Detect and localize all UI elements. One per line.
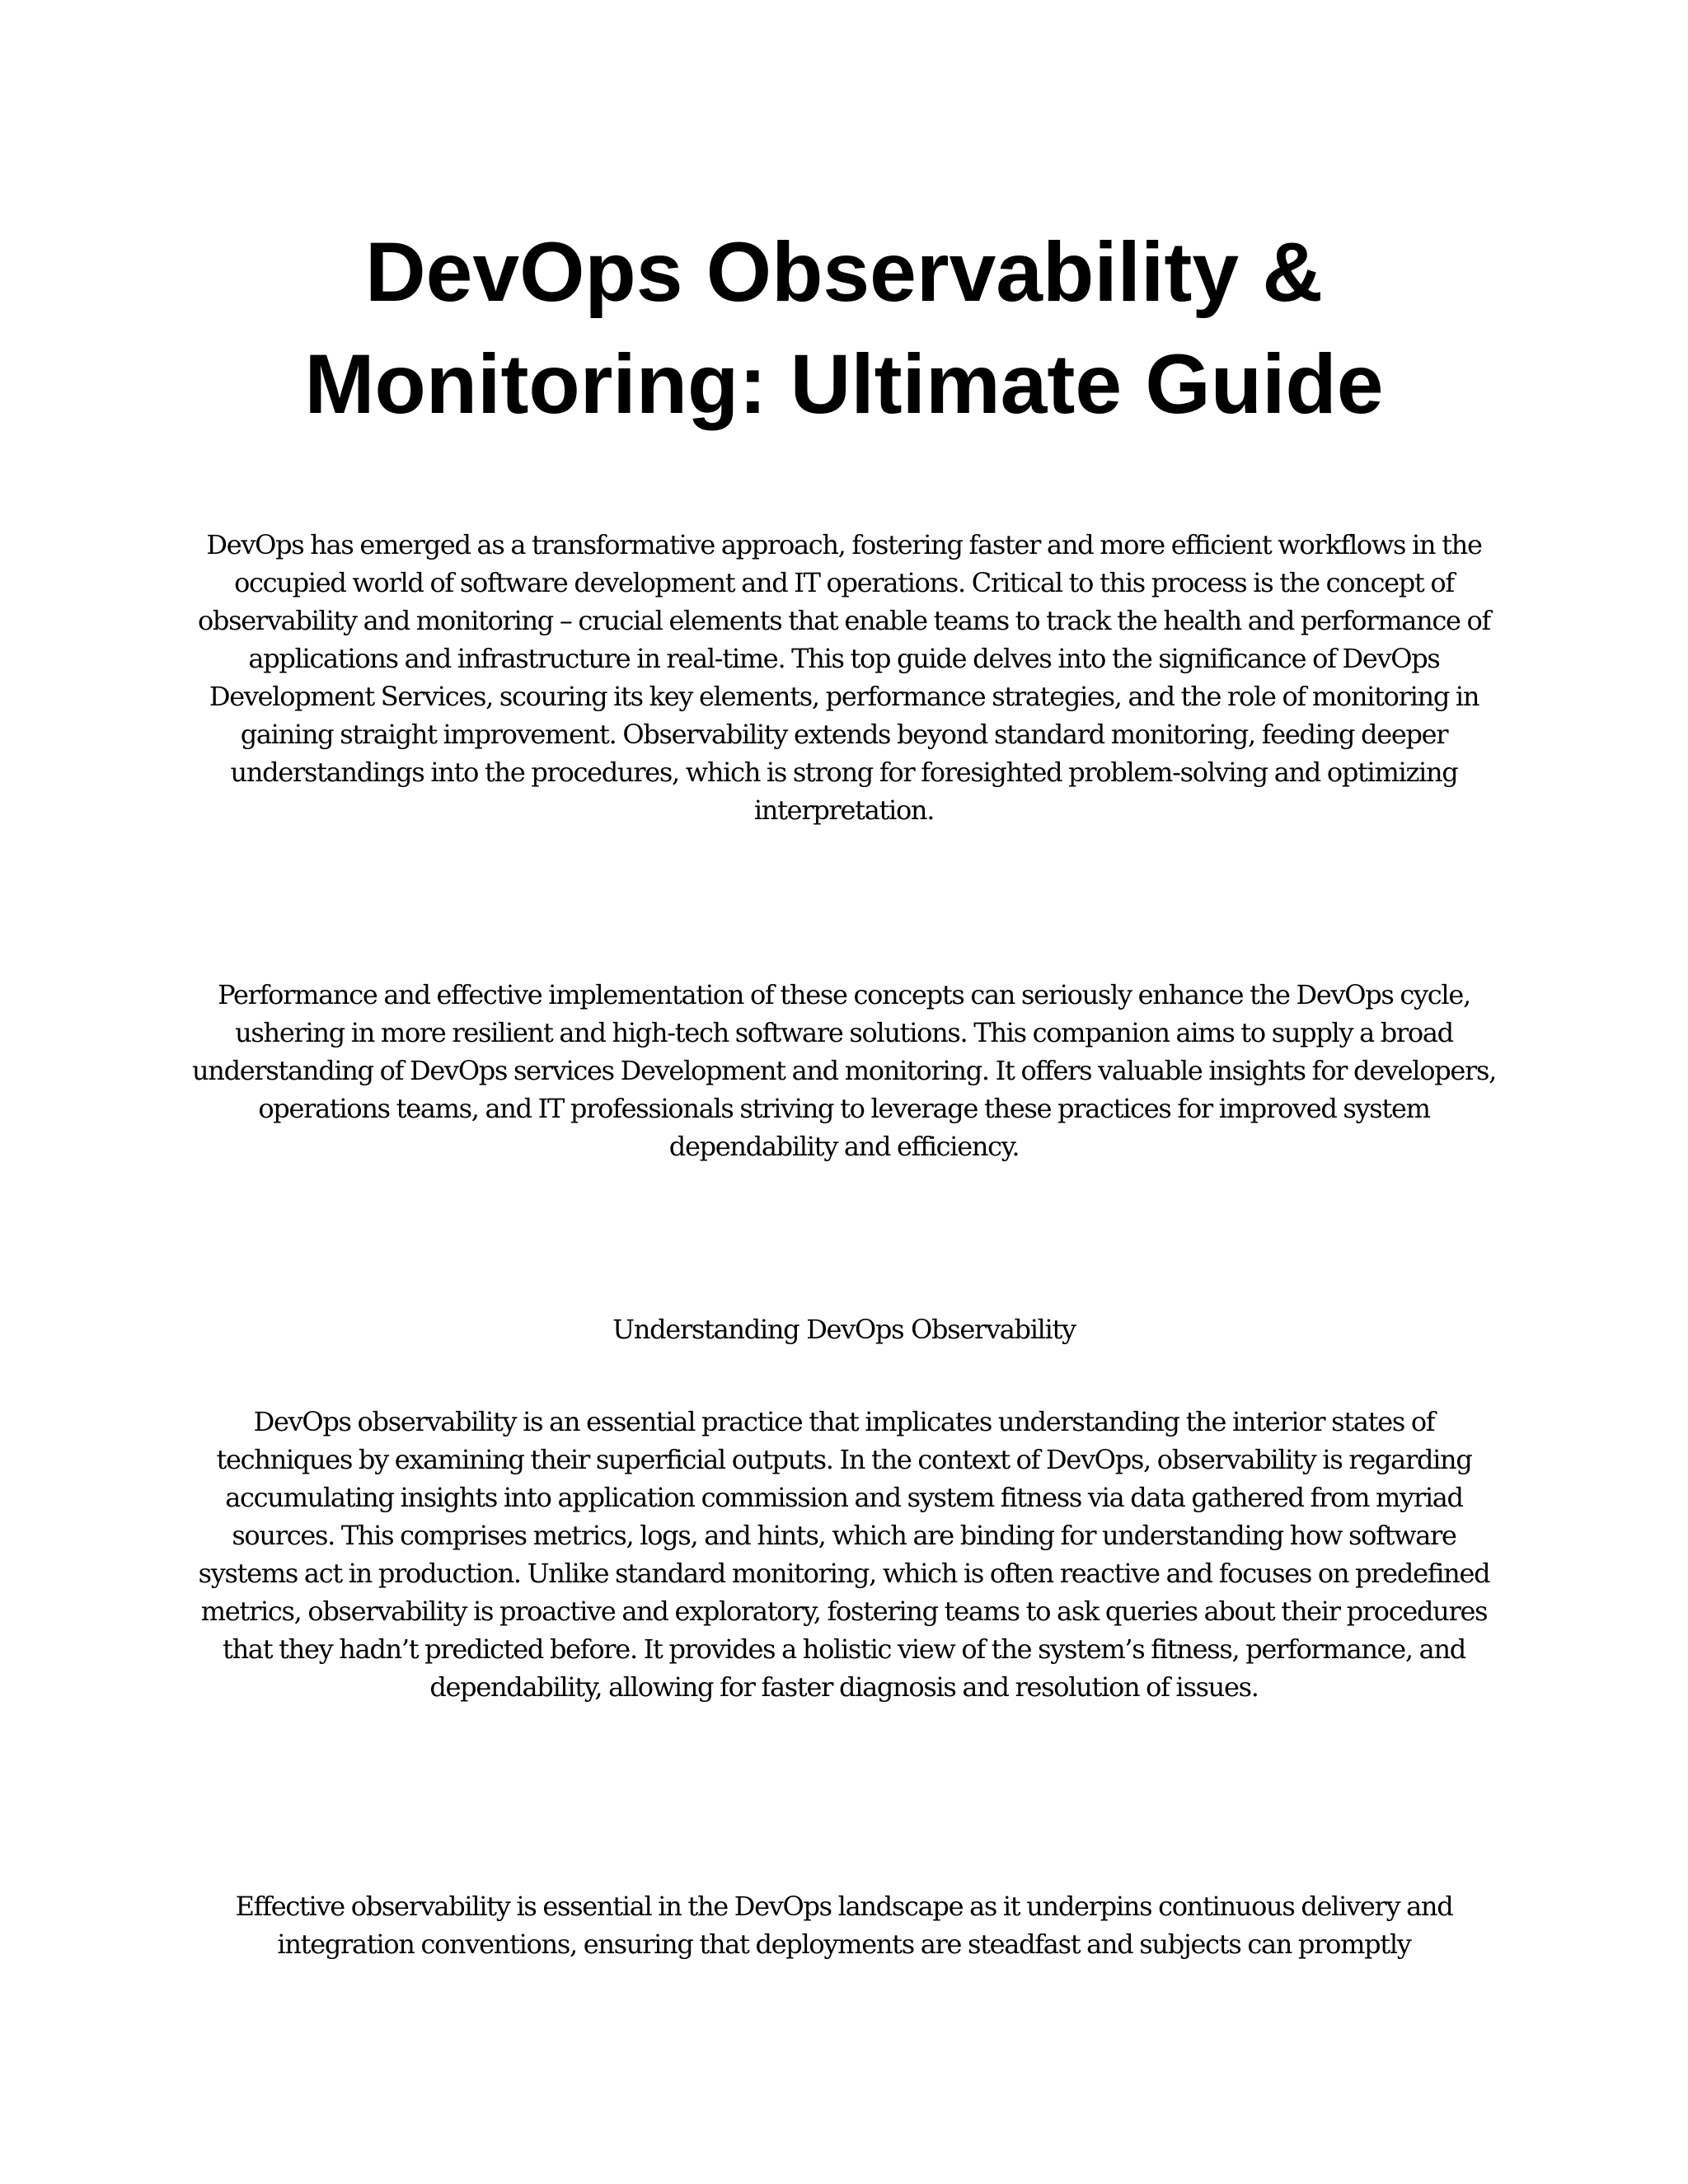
section-paragraph-continued: Effective observability is essential in the DevOps landscape as it underpins continuous delivery and integration conventions, ensuring that deployments are steadfast and subjects can promptly	[235, 1891, 1453, 1960]
page-title: DevOps Observability & Monitoring: Ultimate Guide	[304, 225, 1384, 431]
section-heading: Understanding DevOps Observability	[612, 1314, 1076, 1345]
second-paragraph: Performance and effective implementation of these concepts can seriously enhance the DevOps cycle, ushering in more resilient and high-tech software solutions. This companion aims to supply a broad understanding of DevOps services Development and monitoring. It offers valuable insights for developers, operations teams, and IT professionals striving to leverage these practices for improved system dependability and efficiency.	[191, 979, 1497, 1162]
intro-paragraph: DevOps has emerged as a transformative approach, fostering faster and more efficient workflows in the occupied world of software development and IT operations. Critical to this process is the concept of observability and monitoring – crucial elements that enable teams to track the health and performance of applications and infrastructure in real-time. This top guide delves into the significance of DevOps Development Services, scouring its key elements, performance strategies, and the role of monitoring in gaining straight improvement. Observability extends beyond standard monitoring, feeding deeper understandings into the procedures, which is strong for foresighted problem-solving and optimizing interpretation.	[197, 529, 1491, 826]
section-paragraph: DevOps observability is an essential practice that implicates understanding the interior states of techniques by examining their superficial outputs. In the context of DevOps, observability is regarding accumulating insights into application commission and system fitness via data gathered from myriad sources. This comprises metrics, logs, and hints, which are binding for understanding how software systems act in production. Unlike standard monitoring, which is often reactive and focuses on predefined metrics, observability is proactive and exploratory, fostering teams to ask queries about their procedures that they hadn’t predicted before. It provides a holistic view of the system’s fitness, performance, and dependability, allowing for faster diagnosis and resolution of issues.	[198, 1406, 1490, 1703]
